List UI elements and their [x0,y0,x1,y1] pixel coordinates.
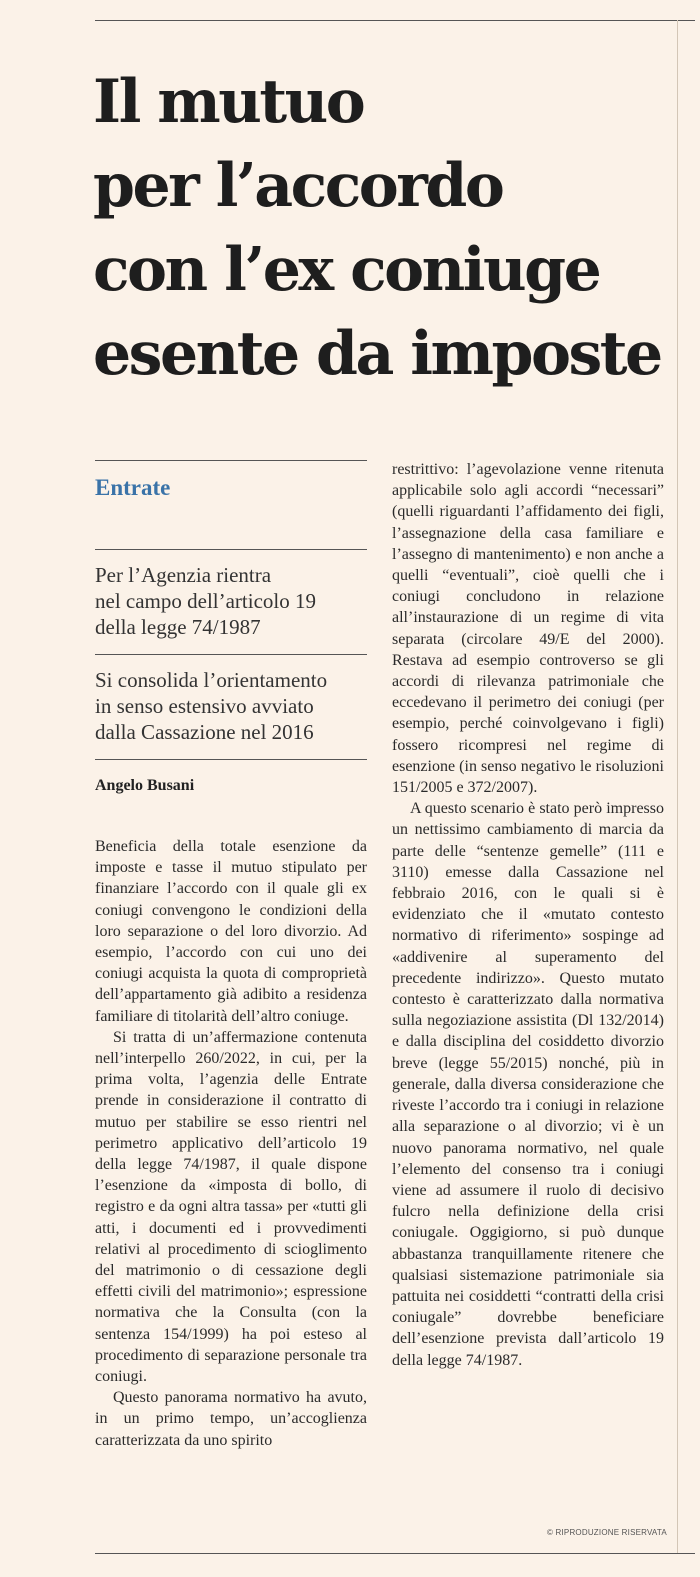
deck-line: Per l’Agenzia rientra [95,563,272,587]
paragraph: restrittivo: l’agevolazione venne ritenuta applicabile solo agli accordi “necessari” (quelli riguardanti l’affidamento dei figli, l’assegnazione della casa familiare e l’assegno di mantenimento) e non anche a quelli “eventuali”, cioè quelli che i coniugi concludono in relazione all’instaurazione di un regime di vita separata (circolare 49/E del 2000). Restava ad esempio controverso se gli accordi di rilevanza patrimoniale che eccedevano il perimetro dei coniugi (per esempio, perché coinvolgevano i figli) fossero ricompresi nel regime di esenzione (in senso negativo le risoluzioni 151/2005 e 372/2007). [392,461,664,797]
top-rule [95,20,695,21]
copyright-notice: © RIPRODUZIONE RISERVATA [547,1528,667,1537]
paragraph: Si tratta di un’affermazione contenuta nell’interpello 260/2022, in cui, per la prima volta, l’agenzia delle Entrate prende in considerazione il contratto di mutuo per stabilire se esso rientri nel perimetro applicativo dell’articolo 19 della legge 74/1987, il quale dispone l’esenzione da «imposta di bollo, di registro e da ogni altra tassa» per «tutti gli atti, i documenti ed i provvedimenti relativi al procedimento di scioglimento del matrimonio o di cessazione degli effetti civili del matrimonio»; espressione normativa che la Consulta (con la sentenza 154/1999) ha poi esteso al procedimento di separazione personale tra coniugi. [95,1028,367,1386]
paragraph: A questo scenario è stato però impresso un nettissimo cambiamento di marcia da parte delle “sentenze gemelle” (111 e 3110) emesse dalla Cassazione nel febbraio 2016, con le quali si è evidenziato che il «mutato contesto normativo di riferimento» sospinge ad «addivenire al superamento del precedente indirizzo». Questo mutato contesto è caratterizzato dalla normativa sulla negoziazione assistita (Dl 132/2014) e dalla disciplina del cosiddetto divorzio breve (legge 55/2015) nonché, più in generale, dalla diversa considerazione che riveste l’accordo tra i coniugi in relazione alla separazione o al divorzio; vi è un nuovo panorama normativo, nel quale l’elemento del consenso tra i coniugi viene ad assumere il ruolo di decisivo fulcro nella definizione della crisi coniugale. Oggigiorno, si può dunque abbastanza tranquillamente ritenere che qualsiasi sistemazione patrimoniale sia pattuita nei cosiddetti “contratti della crisi coniugale” dovrebbe beneficiare dell’esenzione prevista dall’articolo 19 della legge 74/1987. [392,800,664,1369]
deck-line: Si consolida l’orientamento [95,668,328,692]
sidebar-block [95,460,367,795]
divider [95,460,367,461]
bottom-rule [95,1553,695,1554]
deck-2 [95,655,367,759]
article-column-1 [95,836,367,1451]
headline-line: Il mutuo [93,67,364,137]
deck-line: della legge 74/1987 [95,615,261,639]
headline [93,60,673,396]
deck-line: in senso estensivo avviato [95,694,314,718]
paragraph: Beneficia della totale esenzione da imposte e tasse il mutuo stipulato per finanziare l’accordo con il quale gli ex coniugi convengono le condizioni della loro separazione o del loro divorzio. Ad esempio, l’accordo con cui uno dei coniugi acquista la quota di comproprietà dell’appartamento già adibito a residenza familiare di titolarità dell’altro coniuge. [95,838,367,1025]
section-label: Entrate [95,475,171,500]
article-column-2 [392,459,664,1371]
paragraph: Questo panorama normativo ha avuto, in un primo tempo, un’accoglienza caratterizzata da uno spirito [95,1389,367,1449]
deck-line: nel campo dell’articolo 19 [95,589,317,613]
column-edge-rule [677,20,678,1553]
headline-line: per l’accordo [93,151,503,221]
headline-line: con l’ex coniuge [93,235,600,305]
author-byline: Angelo Busani [95,777,195,794]
deck-line: dalla Cassazione nel 2016 [95,720,314,744]
headline-line: esente da imposte [93,319,661,389]
deck-1 [95,550,367,654]
divider [95,759,367,760]
